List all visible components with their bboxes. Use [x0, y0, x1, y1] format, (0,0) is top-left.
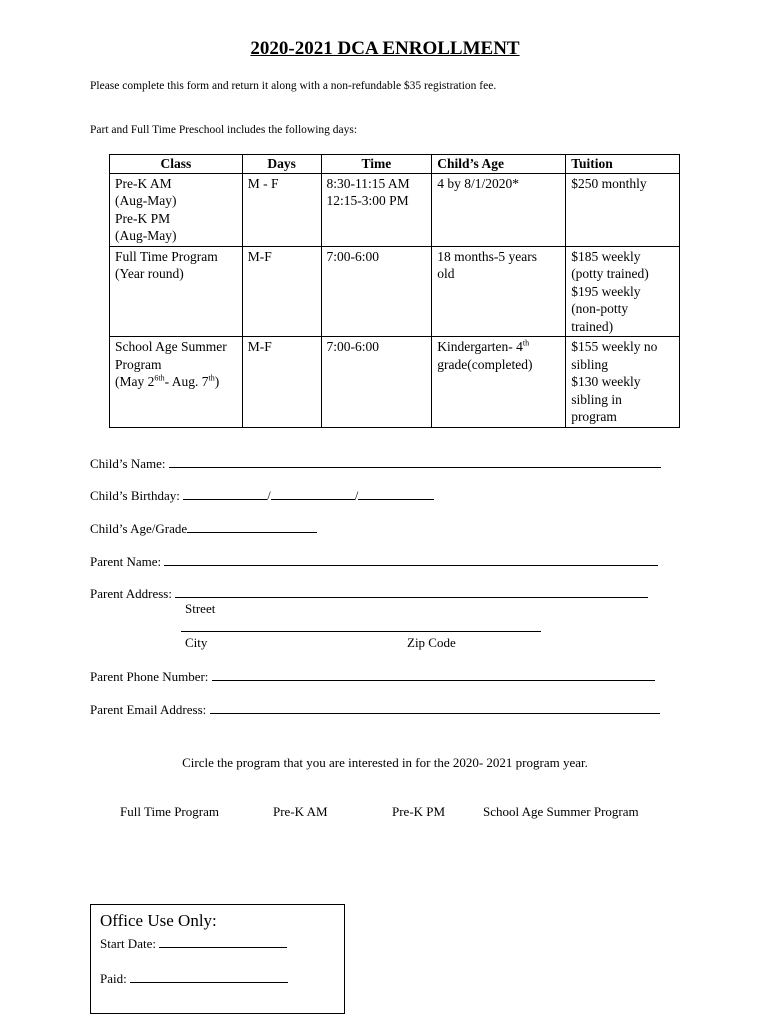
- parent-email-label: Parent Email Address:: [90, 702, 207, 717]
- cell-line: 12:15-3:00 PM: [326, 193, 409, 208]
- start-date-field[interactable]: [159, 935, 287, 948]
- office-use-box: [90, 904, 345, 1014]
- superscript: th: [522, 338, 530, 348]
- parent-name-row: [90, 553, 658, 570]
- start-date-row: [100, 935, 287, 952]
- paid-label: Paid:: [100, 971, 127, 986]
- intro-text: Please complete this form and return it along with a non-refundable $35 registration fee.: [90, 80, 497, 92]
- cell-line: program: [571, 409, 617, 424]
- option-pre-k-pm[interactable]: Pre-K PM: [392, 804, 446, 819]
- cell-class: [110, 337, 243, 428]
- street-label: Street: [185, 601, 216, 616]
- cell-line: $155 weekly no: [571, 339, 658, 354]
- cell-line: (Aug-May): [115, 228, 177, 243]
- cell-line: trained): [571, 318, 614, 334]
- cell-line: [437, 338, 560, 356]
- page-title: 2020-2021 DCA ENROLLMENT: [250, 38, 520, 59]
- table-row: [110, 337, 680, 428]
- header-tuition: Tuition: [566, 155, 680, 174]
- program-options: [0, 804, 770, 824]
- text-part: Kindergarten- 4: [437, 339, 523, 354]
- parent-name-field[interactable]: [164, 553, 658, 566]
- birthday-month-field[interactable]: [183, 487, 267, 500]
- birthday-year-field[interactable]: [358, 487, 434, 500]
- cell-line: $130 weekly: [571, 374, 641, 389]
- city-zip-field[interactable]: [181, 619, 541, 632]
- child-age-label: Child’s Age/Grade: [90, 521, 188, 536]
- superscript: 6th: [154, 373, 165, 383]
- header-class: Class: [110, 155, 243, 174]
- cell-days: M-F: [242, 246, 321, 337]
- cell-line: (Year round): [115, 266, 184, 281]
- cell-line: $195 weekly: [571, 283, 641, 299]
- child-name-row: [90, 455, 661, 472]
- subintro-text: Part and Full Time Preschool includes the following days:: [90, 124, 358, 136]
- cell-line: $185 weekly: [571, 248, 641, 264]
- parent-phone-label: Parent Phone Number:: [90, 669, 209, 684]
- option-pre-k-am[interactable]: Pre-K AM: [273, 804, 328, 819]
- birthday-separator: /: [267, 488, 271, 503]
- table-header-row: [110, 155, 680, 174]
- text-part: (May 2: [115, 374, 155, 389]
- cell-line: (non-potty: [571, 301, 629, 316]
- cell-line: (Aug-May): [115, 193, 177, 208]
- cell-tuition: [566, 337, 680, 428]
- parent-email-row: [90, 701, 660, 718]
- parent-email-field[interactable]: [210, 701, 660, 714]
- cell-line: grade(completed): [437, 356, 533, 372]
- cell-line: sibling: [571, 356, 608, 372]
- birthday-day-field[interactable]: [271, 487, 355, 500]
- child-name-field[interactable]: [169, 455, 661, 468]
- header-days: Days: [242, 155, 321, 174]
- cell-line: Pre-K PM: [115, 210, 171, 226]
- cell-time: 7:00-6:00: [321, 337, 432, 428]
- cell-line: Program: [115, 356, 162, 372]
- program-instruction: Circle the program that you are interested in for the 2020- 2021 program year.: [182, 755, 588, 770]
- text-part: ): [214, 374, 220, 389]
- superscript: th: [208, 373, 215, 383]
- birthday-separator: /: [354, 488, 359, 503]
- zip-label: Zip Code: [407, 635, 456, 650]
- cell-class: [110, 173, 243, 246]
- street-field[interactable]: [175, 585, 648, 598]
- child-birthday-label: Child’s Birthday:: [90, 488, 180, 503]
- paid-field[interactable]: [130, 970, 288, 983]
- cell-line: sibling in: [571, 391, 622, 407]
- cell-age: [432, 246, 566, 337]
- child-age-field[interactable]: [187, 520, 317, 533]
- cell-line: School Age Summer: [115, 339, 227, 354]
- cell-time: [321, 173, 432, 246]
- cell-days: M-F: [242, 337, 321, 428]
- child-birthday-row: [90, 487, 434, 504]
- parent-name-label: Parent Name:: [90, 554, 162, 569]
- child-name-label: Child’s Name:: [90, 456, 166, 471]
- cell-tuition: [566, 246, 680, 337]
- parent-phone-row: [90, 668, 655, 685]
- office-title: Office Use Only:: [100, 911, 217, 930]
- cell-line: 18 months-5 years: [437, 248, 538, 264]
- cell-tuition: $250 monthly: [566, 173, 680, 246]
- program-table: [109, 154, 680, 428]
- cell-line: Full Time Program: [115, 248, 218, 264]
- option-full-time-program[interactable]: Full Time Program: [120, 804, 219, 819]
- parent-address-row: [90, 585, 648, 602]
- cell-time: 7:00-6:00: [321, 246, 432, 337]
- cell-age: 4 by 8/1/2020*: [432, 173, 566, 246]
- cell-days: M - F: [242, 173, 321, 246]
- cell-line: 8:30-11:15 AM: [326, 175, 410, 191]
- parent-address-label: Parent Address:: [90, 586, 172, 601]
- table-row: [110, 173, 680, 246]
- child-age-row: [90, 520, 317, 537]
- option-school-age-summer[interactable]: School Age Summer Program: [483, 804, 639, 819]
- start-date-label: Start Date:: [100, 936, 156, 951]
- cell-line: (potty trained): [571, 266, 649, 281]
- text-part: - Aug. 7: [164, 374, 209, 389]
- cell-line: Pre-K AM: [115, 175, 172, 191]
- cell-line: [115, 373, 237, 391]
- header-childs-age: Child’s Age: [432, 155, 566, 174]
- city-label: City: [185, 635, 208, 650]
- paid-row: [100, 970, 288, 987]
- header-time: Time: [321, 155, 432, 174]
- cell-age: [432, 337, 566, 428]
- parent-phone-field[interactable]: [212, 668, 655, 681]
- cell-line: old: [437, 266, 455, 281]
- cell-class: [110, 246, 243, 337]
- table-row: [110, 246, 680, 337]
